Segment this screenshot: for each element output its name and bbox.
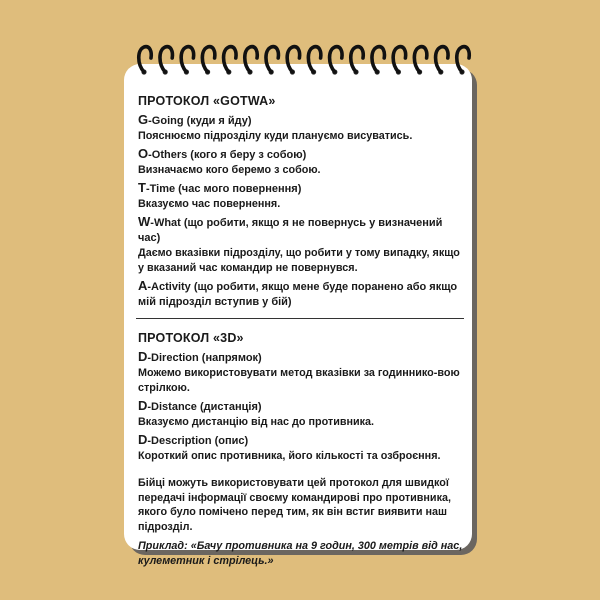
item-letter: A [138, 278, 148, 293]
item-description: Вказуємо час повернення. [138, 198, 281, 210]
gotwa-item-what [138, 214, 466, 276]
gotwa-item-others [138, 146, 466, 178]
item-heading: -Time (час мого повернення) [145, 183, 302, 195]
protocol-gotwa [138, 94, 466, 310]
item-heading: -Going (куди я йду) [148, 115, 252, 127]
3d-item-direction [138, 349, 466, 396]
item-heading: -Others (кого я беру з собою) [148, 149, 307, 161]
item-heading: -Description (опис) [147, 435, 249, 447]
item-letter: G [138, 112, 149, 127]
protocol-3d [138, 331, 466, 464]
item-description: Вказуємо дистанцію від нас до противника. [138, 416, 375, 428]
item-description: Даємо вказівки підрозділу, що робити у тому випадку, якщо у вказаний час командир не повернувся. [138, 247, 460, 274]
item-letter: D [138, 349, 148, 364]
item-heading: -Activity (що робити, якщо мене буде поранено або якщо мій підрозділ вступив у бій) [138, 281, 458, 308]
section-title-3d: ПРОТОКОЛ «3D» [138, 331, 244, 345]
item-heading: -Distance (дистанція) [147, 401, 262, 413]
section-divider [136, 318, 464, 319]
item-description: Визначаємо кого беремо з собою. [138, 164, 321, 176]
item-heading: -What (що робити, якщо я не повернусь у визначений час) [138, 217, 443, 244]
section-title-gotwa: ПРОТОКОЛ «GOTWA» [138, 94, 276, 108]
3d-item-distance [138, 398, 466, 430]
item-letter: D [138, 398, 148, 413]
item-description: Короткий опис противника, його кількості та озброєння. [138, 450, 441, 462]
item-letter: T [138, 180, 146, 195]
notepad-content [138, 94, 466, 568]
gotwa-item-activity [138, 278, 466, 310]
item-letter: W [138, 214, 151, 229]
item-description: Пояснюємо підрозділу куди плануємо висуватись. [138, 130, 413, 142]
item-description: Можемо використовувати метод вказівки за годиннико-вою стрілкою. [138, 367, 460, 394]
item-letter: D [138, 432, 148, 447]
item-letter: O [138, 146, 149, 161]
gotwa-item-time [138, 180, 466, 212]
usage-note: Бійці можуть використовувати цей протокол для швидкої передачі інформації своєму командирові про противника, якого було помічено перед тим, як він встиг виявити наш підрозділ. [138, 477, 451, 533]
item-heading: -Direction (напрямок) [147, 352, 262, 364]
3d-item-description [138, 432, 466, 464]
gotwa-item-going [138, 112, 466, 144]
example-text: Приклад: «Бачу противника на 9 годин, 300 метрів від нас, кулеметник і стрілець.» [138, 540, 463, 567]
